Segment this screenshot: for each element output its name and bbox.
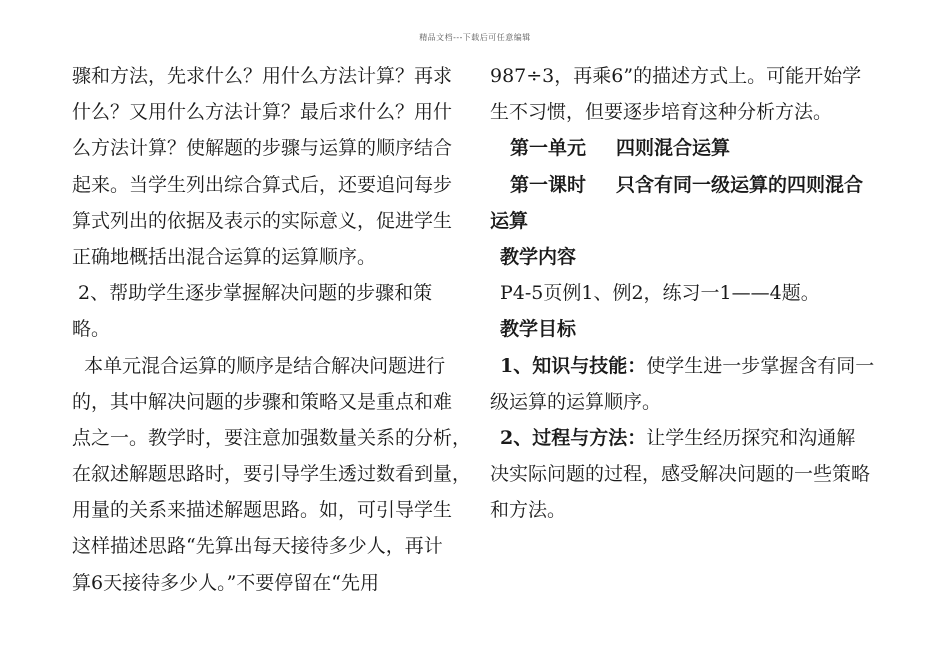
text-line: 略。 — [72, 318, 111, 341]
lesson-title: 只含有同一级运算的四则混合 — [616, 173, 864, 196]
text-line: 用量的关系来描述解题思路。如，可引导学生 — [72, 499, 453, 522]
left-column — [72, 58, 472, 601]
right-column — [490, 58, 882, 528]
lesson-label: 第一课时 — [510, 173, 587, 196]
text-line: 987÷3，再乘6”的描述方式上。可能开始学 — [490, 65, 862, 87]
unit-heading — [490, 130, 882, 166]
goal-2-label: 2、过程与方法： — [500, 426, 647, 449]
text-line: 骤和方法，先求什么？用什么方法计算？再求 — [72, 65, 453, 87]
text-line: 么方法计算？使解题的步骤与运算的顺序结合 — [72, 137, 453, 160]
text-line: 点之一。教学时，要注意加强数量关系的分析， — [72, 426, 472, 449]
goal-2-text: 让学生经历探究和沟通解 — [646, 426, 856, 449]
text-line: 算式列出的依据及表示的实际意义，促进学生 — [72, 209, 453, 232]
unit-label: 第一单元 — [510, 137, 587, 160]
goal-1 — [490, 348, 882, 384]
lesson-heading — [490, 167, 882, 203]
goal-1-continued: 级运算的运算顺序。 — [490, 390, 662, 413]
text-line: 在叙述解题思路时，要引导学生透过数看到量， — [72, 463, 472, 486]
text-line: 本单元混合运算的顺序是结合解决问题进行 — [72, 354, 446, 377]
text-line: 生不习惯，但要逐步培育这种分析方法。 — [490, 101, 833, 124]
text-line: 正确地概括出混合运算的运算顺序。 — [72, 245, 377, 268]
page-header: 精品文档---下载后可任意编辑 — [419, 33, 531, 42]
text-line: 的，其中解决问题的步骤和策略又是重点和难 — [72, 390, 453, 413]
text-line: 算6天接待多少人。”不要停留在“先用 — [72, 571, 380, 594]
content-heading: 教学内容 — [500, 245, 577, 268]
text-line: 2、帮助学生逐步掌握解决问题的步骤和策 — [72, 282, 433, 305]
lesson-title-continued: 运算 — [490, 209, 529, 232]
goal-2-continued: 决实际问题的过程，感受解决问题的一些策略 — [490, 463, 871, 486]
goal-2-continued: 和方法。 — [490, 499, 567, 522]
goal-1-label: 1、知识与技能： — [500, 354, 647, 377]
goal-1-text: 使学生进一步掌握含有同一 — [646, 354, 875, 377]
content-text: P4-5页例1、例2，练习一1——4题。 — [500, 282, 820, 305]
text-line: 起来。当学生列出综合算式后，还要追问每步 — [72, 173, 453, 196]
goal-heading: 教学目标 — [500, 318, 577, 341]
text-line: 这样描述思路“先算出每天接待多少人，再计 — [72, 535, 443, 558]
text-line: 什么？又用什么方法计算？最后求什么？用什 — [72, 101, 453, 124]
unit-title: 四则混合运算 — [616, 137, 731, 160]
goal-2 — [490, 420, 882, 456]
